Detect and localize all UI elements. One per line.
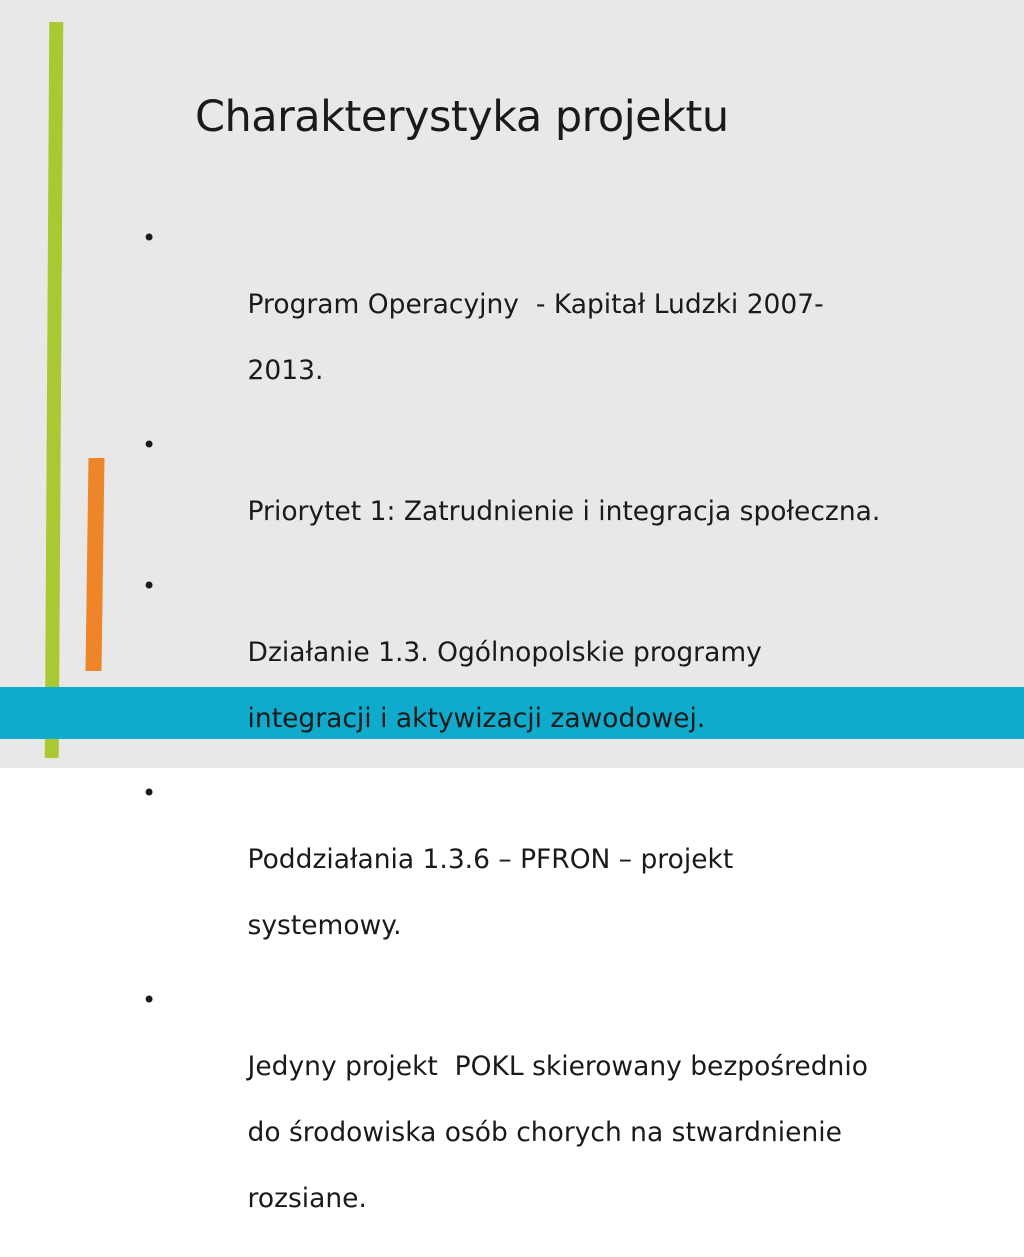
bullet-item (140, 570, 960, 768)
bullet-item (140, 777, 960, 975)
bullet-icon: • (142, 572, 157, 600)
bullet-line: 2013. (247, 355, 324, 386)
bullet-line: integracji i aktywizacji zawodowej. (247, 703, 706, 734)
bullet-icon: • (142, 779, 157, 807)
bullet-line: Poddziałania 1.3.6 – PFRON – projekt (247, 844, 734, 875)
bullet-item (140, 429, 960, 561)
bullet-icon: • (142, 986, 157, 1014)
bullet-line: systemowy. (247, 910, 402, 941)
bullet-list (140, 222, 960, 1257)
green-vertical-bar (45, 22, 63, 758)
bullet-line: Priorytet 1: Zatrudnienie i integracja społeczna. (247, 496, 881, 527)
bullet-line: Program Operacyjny - Kapitał Ludzki 2007- (247, 289, 824, 320)
bullet-line: rozsiane. (247, 1183, 367, 1214)
orange-vertical-bar (86, 458, 105, 671)
bullet-line: Działanie 1.3. Ogólnopolskie programy (247, 637, 762, 668)
bullet-line: do środowiska osób chorych na stwardnienie (247, 1117, 842, 1148)
bullet-item (140, 984, 960, 1248)
bullet-icon: • (142, 224, 157, 252)
bullet-line: Jedyny projekt POKL skierowany bezpośrednio (247, 1051, 868, 1082)
slide-title: Charakterystyka projektu (195, 92, 729, 142)
bullet-icon: • (142, 431, 157, 459)
bullet-item (140, 222, 960, 420)
